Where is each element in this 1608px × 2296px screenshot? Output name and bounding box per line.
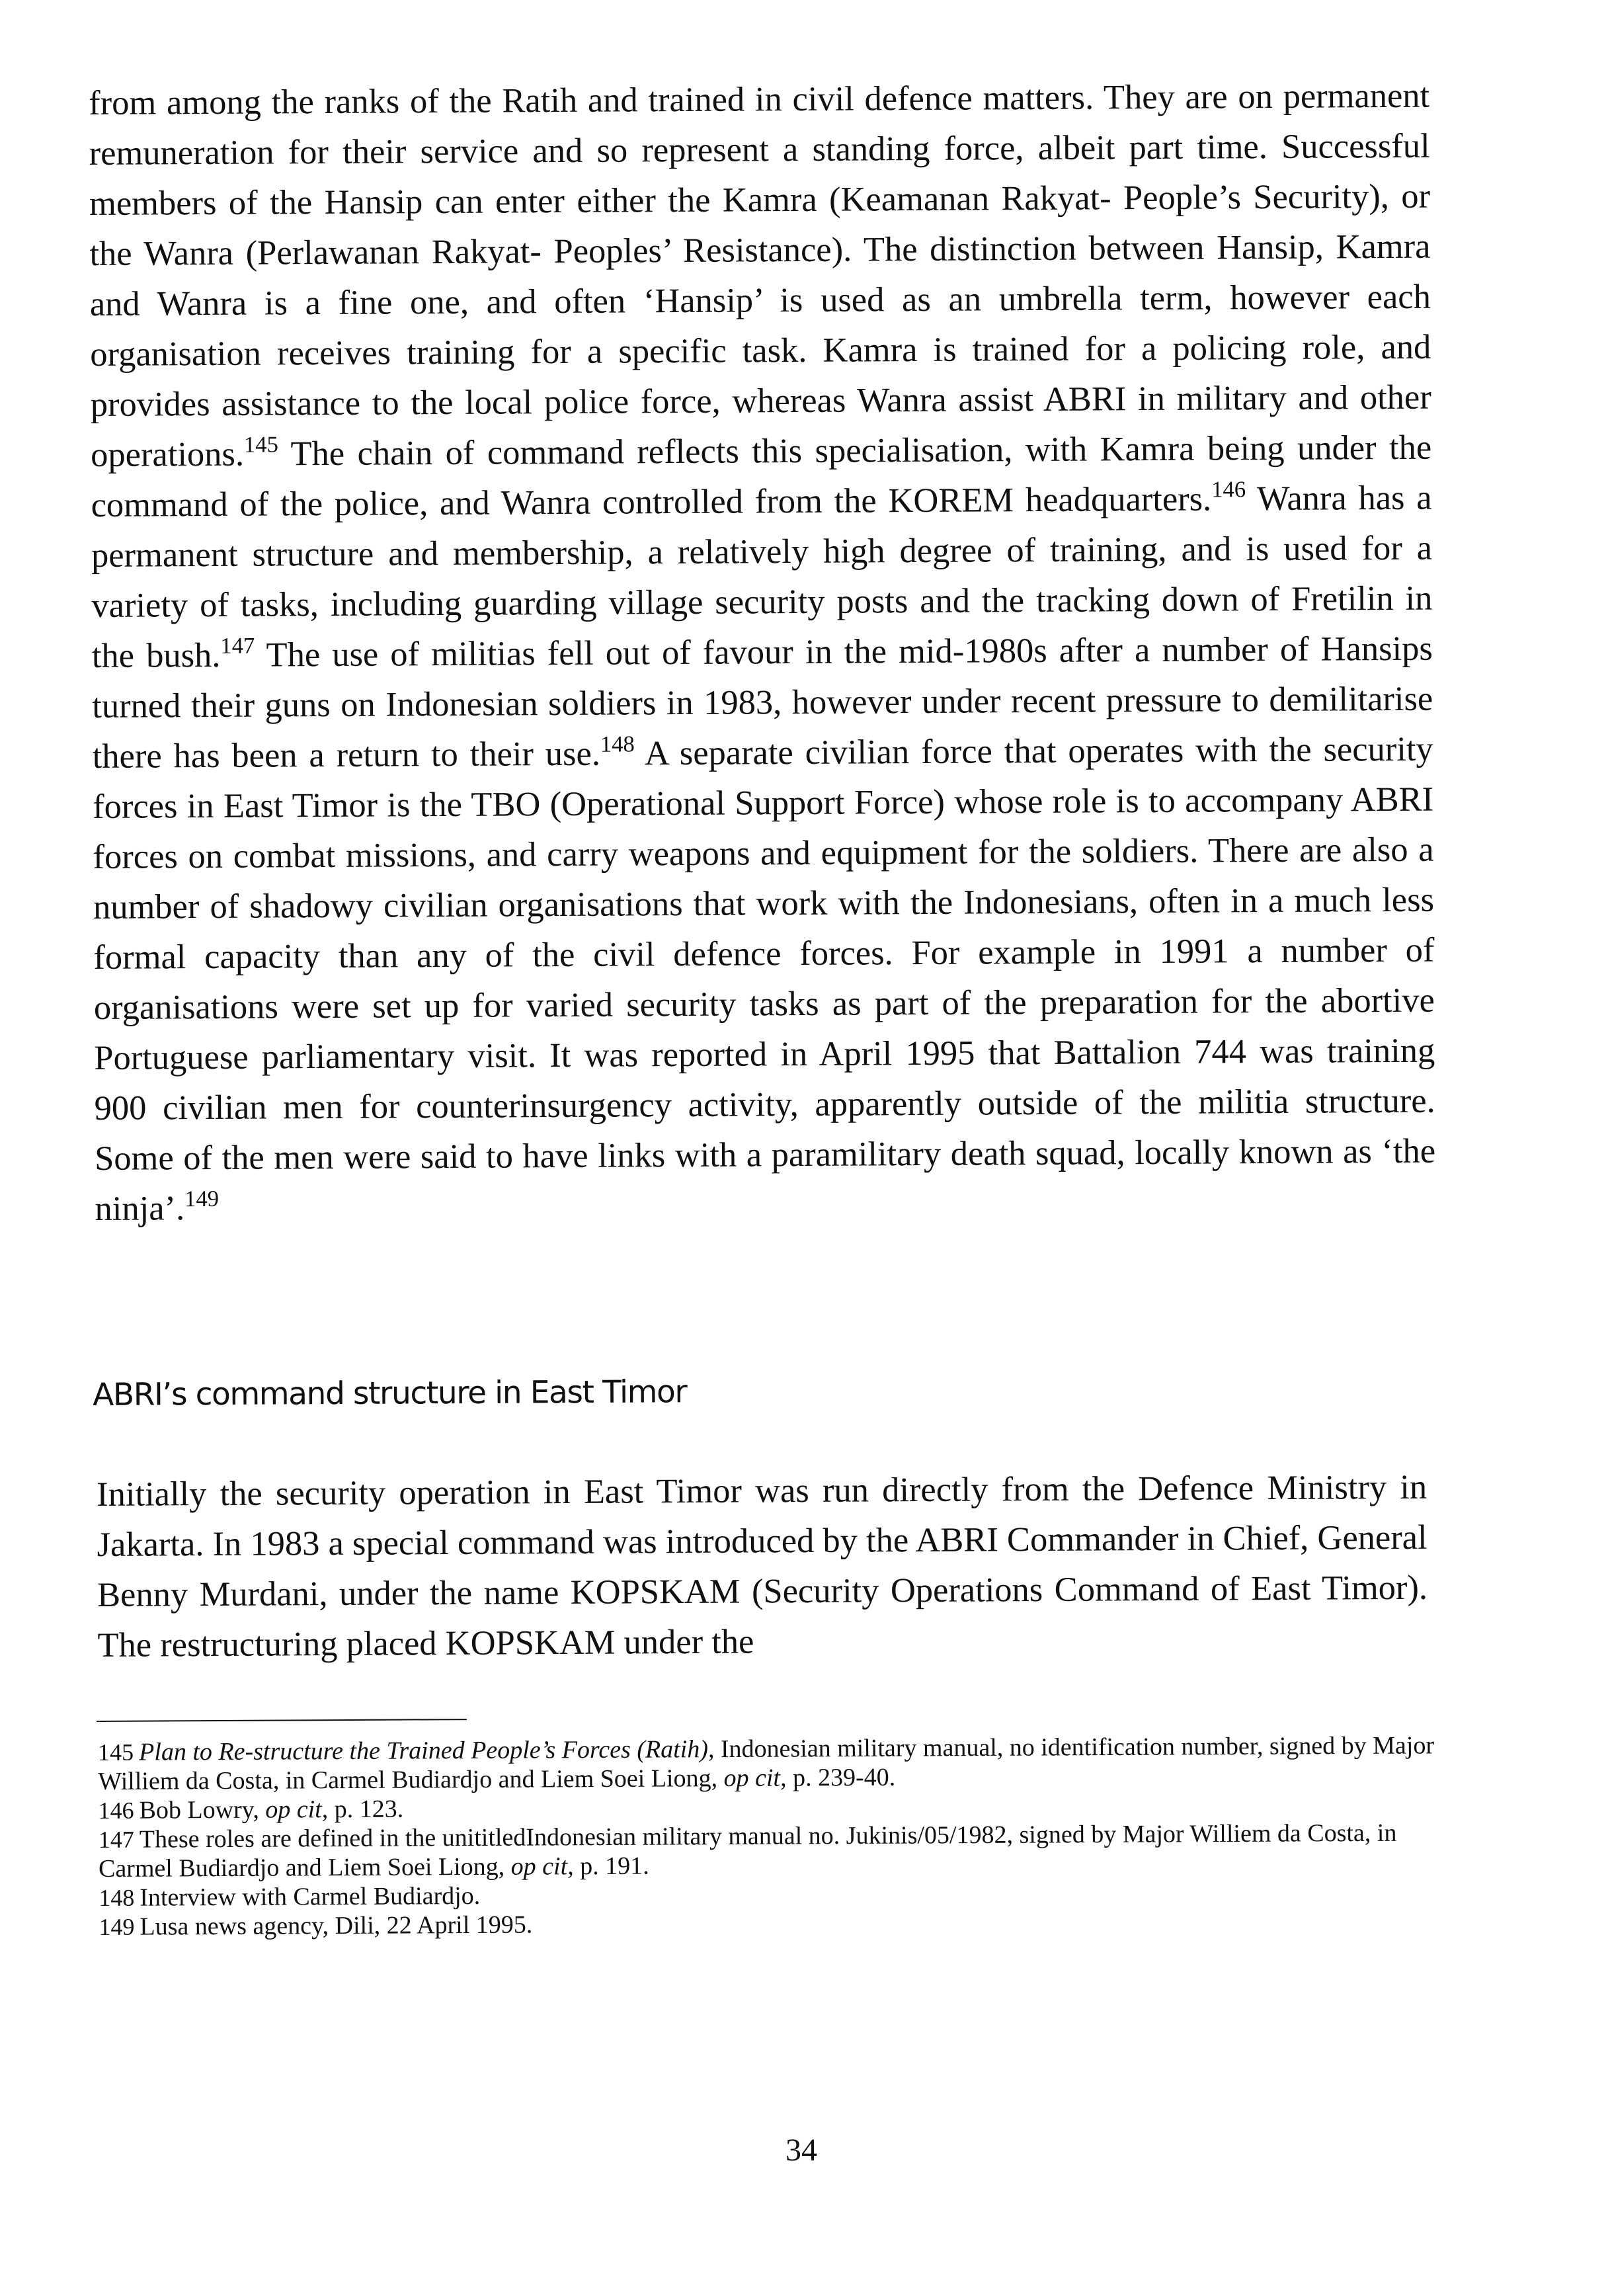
footnote-title: Plan to Re-structure the Trained People’s Forces (Ratih),: [139, 1735, 715, 1766]
footnote-number: 146: [98, 1797, 134, 1824]
footnote-149: [99, 1905, 1447, 1942]
section-heading: ABRI’s command structure in East Timor: [93, 1374, 687, 1413]
footnote-text: Bob Lowry,: [139, 1795, 266, 1824]
footnote-number: 147: [98, 1826, 134, 1853]
footnote-ref-146[interactable]: 146: [1211, 477, 1246, 503]
page-number: 34: [785, 2133, 817, 2168]
footnote-citation: op cit,: [723, 1764, 787, 1793]
footnote-citation: op cit,: [510, 1852, 574, 1881]
paragraph-text: Initially the security operation in East Timor was run directly from the Defence Ministry in Jakarta. In 1983 a special command was introduced by the ABRI Commander in Chief, General Benny Murdani, under the name KOPSKAM (Security Operations Command of East Timor). The restructuring placed KOPSKAM under the: [97, 1467, 1428, 1664]
body-paragraph-command: [97, 1462, 1428, 1670]
footnote-ref-148[interactable]: 148: [600, 731, 635, 757]
footnotes-section: [98, 1731, 1448, 1942]
footnote-ref-149[interactable]: 149: [184, 1186, 220, 1211]
footnote-number: 149: [99, 1913, 135, 1940]
paragraph-text-segment: The chain of command reflects this specialisation, with Kamra being under the command of the police, and Wanra controlled from the KOREM headquarters.: [91, 428, 1432, 524]
footnote-145: [98, 1731, 1447, 1796]
paragraph-text: [89, 71, 1436, 1234]
footnote-divider: [97, 1719, 467, 1722]
footnote-147: [99, 1818, 1447, 1883]
footnote-text: p. 123.: [328, 1795, 404, 1824]
footnote-text: Lusa news agency, Dili, 22 April 1995.: [140, 1910, 533, 1941]
paragraph-text-segment: The use of militias fell out of favour in the mid-1980s after a number of Hansips turned their guns on Indonesian soldiers in 1983, however under recent pressure to demilitarise there has been a return to their use.: [92, 629, 1433, 776]
footnote-ref-147[interactable]: 147: [220, 633, 255, 659]
footnote-text: p. 239-40.: [786, 1763, 896, 1792]
footnote-text: Interview with Carmel Budiardjo.: [140, 1881, 481, 1912]
paragraph-text-segment: A separate civilian force that operates with the security forces in East Timor is the TBO (Operational Support Force) whose role is to accompany ABRI forces on combat missions, and carry weapons and equipment for the soldiers. There are also a number of shadowy civilian organisations that work with the Indonesians, often in a much less formal capacity than any of the civil defence forces. For example in 1991 a number of organisations were set up for varied security tasks as part of the preparation for the abortive Portuguese parliamentary visit. It was reported in April 1995 that Battalion 744 was training 900 civilian men for counterinsurgency activity, apparently outside of the militia structure. Some of the men were said to have links with a paramilitary death squad, locally known as ‘the ninja’.: [92, 729, 1436, 1228]
footnote-text: p. 191.: [573, 1852, 649, 1881]
footnote-citation: op cit,: [265, 1795, 329, 1824]
footnote-text: These roles are defined in the unititledIndonesian military manual no. Jukinis/05/1982, signed by Major Williem da Costa, in Carmel Budiardjo and Liem Soei Liong,: [98, 1819, 1397, 1883]
footnote-number: 148: [99, 1884, 135, 1911]
paragraph-text-segment: from among the ranks of the Ratih and trained in civil defence matters. They are on permanent remuneration for their service and so represent a standing force, albeit part time. Successful members of the Hansip can enter either the Kamra (Keamanan Rakyat- People’s Security), or the Wanra (Perlawanan Rakyat- Peoples’ Resistance). The distinction between Hansip, Kamra and Wanra is a fine one, and often ‘Hansip’ is used as an umbrella term, however each organisation receives training for a specific task. Kamra is trained for a policing role, and provides assistance to the local police force, whereas Wanra assist ABRI in military and other operations.: [89, 76, 1431, 474]
footnote-ref-145[interactable]: 145: [243, 432, 279, 458]
footnote-text: Indonesian military manual, no identification number, signed by Major Williem da Costa, in Carmel Budiardjo and Liem Soei Liong,: [98, 1731, 1435, 1795]
body-paragraph-militias: [89, 71, 1436, 1234]
paragraph-text-segment: Wanra has a permanent structure and membership, a relatively high degree of training, and is used for a variety of tasks, including guarding village security posts and the tracking down of Fretilin in the bush.: [91, 478, 1433, 675]
footnote-number: 145: [98, 1739, 134, 1766]
